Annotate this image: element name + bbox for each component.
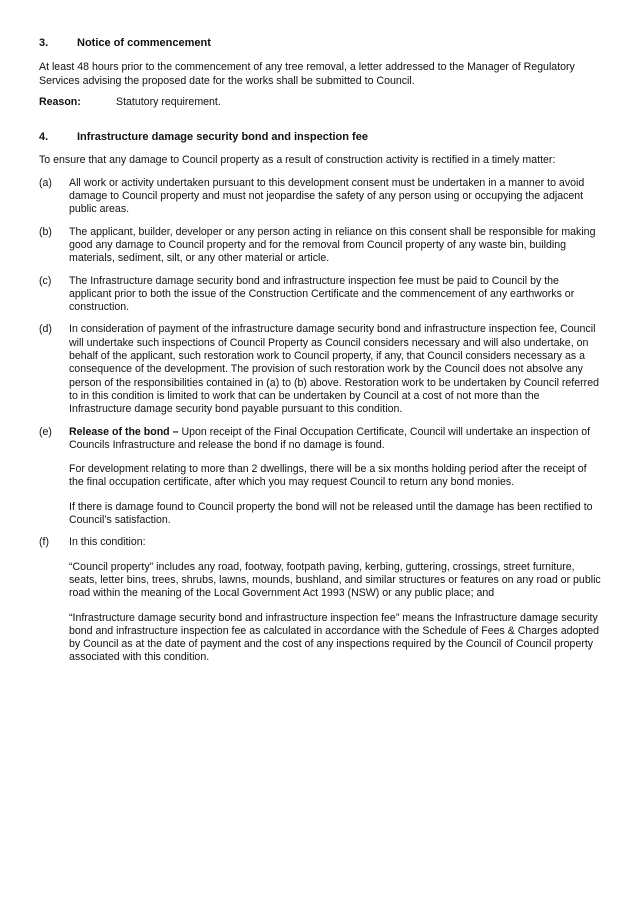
definition-council-property: “Council property” includes any road, footway, footpath paving, kerbing, guttering, crossings, street furniture, seats, letter bins, trees, shrubs, lawns, mounds, bushland, and similar structures or features on any road or public road within the meaning of the Local Government Act 1993 (NSW) or any public place; and xyxy=(69,560,601,600)
list-item-text: The Infrastructure damage security bond and infrastructure inspection fee must be paid to Council by the applicant prior to both the issue of the Construction Certificate and the commencement of any earthworks or construction. xyxy=(69,274,575,314)
release-bond-lead: Release of the bond – xyxy=(69,425,179,438)
reason-label: Reason: xyxy=(39,95,81,108)
section-3-text: At least 48 hours prior to the commencement of any tree removal, a letter addressed to the Manager of Regulatory Services advising the proposed date for the works shall be submitted to Council. xyxy=(39,61,575,87)
section-3-reason xyxy=(39,96,601,109)
section-3-title: Notice of commencement xyxy=(77,37,211,49)
list-item-text: In this condition: xyxy=(69,536,146,549)
section-4-title: Infrastructure damage security bond and inspection fee xyxy=(77,131,368,144)
section-4-heading xyxy=(39,131,601,144)
reason-text: Statutory requirement. xyxy=(116,95,221,108)
list-item-c xyxy=(39,275,601,315)
list-item-d xyxy=(39,323,601,416)
list-item-a xyxy=(39,177,601,217)
section-3-heading xyxy=(39,37,601,50)
list-marker: (a) xyxy=(39,176,52,189)
document-page xyxy=(39,37,601,665)
list-item-text: The applicant, builder, developer or any person acting in reliance on this consent shall be responsible for making good any damage to Council property and for the removal from Council property of any waste bin, building materials, sediment, silt, or any other material or article. xyxy=(69,225,596,265)
list-marker: (d) xyxy=(39,323,52,336)
definition-security-bond: “Infrastructure damage security bond and infrastructure inspection fee” means the Infrastructure damage security bond and infrastructure inspection fee as calculated in accordance with the Schedule of Fees & Charges adopted by Council as at the date of payment and the cost of any inspections required by the Council of Council property associated with this condition. xyxy=(69,611,600,664)
list-item-paragraph: For development relating to more than 2 dwellings, there will be a six months holding period after the receipt of the final occupation certificate, after which you may request Council to return any bond monies. xyxy=(69,463,587,489)
section-3-number: 3. xyxy=(39,37,49,49)
list-item-b xyxy=(39,226,601,266)
list-item-e xyxy=(39,426,601,528)
list-item-text: In consideration of payment of the infrastructure damage security bond and infrastructure inspection fee, Council will undertake such inspections of Council Property as Council considers necessary and will also undertake, on behalf of the applicant, such restoration work to Council property, if any, that Council considers necessary as a consequence of the development. The provision of such restoration work by the Council does not absolve any person of the responsibilities contained in (a) to (b) above. Restoration work to be undertaken by Council referred to in this condition is limited to work that can be undertaken by Council at a cost of not more than the Infrastructure damage security bond payable pursuant to this condition. xyxy=(69,323,599,416)
section-4-number: 4. xyxy=(39,131,49,144)
section-4-intro: To ensure that any damage to Council property as a result of construction activity is rectified in a timely matter: xyxy=(39,154,556,167)
list-item-text: All work or activity undertaken pursuant to this development consent must be undertaken in a manner to avoid damage to Council property and must not jeopardise the safety of any person using or occupying the adjacent public areas. xyxy=(69,176,585,216)
list-item-f xyxy=(39,536,601,664)
list-item-text xyxy=(69,426,601,453)
list-marker: (c) xyxy=(39,274,52,287)
release-bond-text: Upon receipt of the Final Occupation Certificate, Council will undertake an inspection of Councils Infrastructure and release the bond if no damage is found. xyxy=(69,425,591,451)
list-marker: (e) xyxy=(39,425,52,438)
list-marker: (b) xyxy=(39,225,52,238)
list-marker: (f) xyxy=(39,536,49,549)
list-item-paragraph: If there is damage found to Council property the bond will not be released until the damage has been rectified to Council’s satisfaction. xyxy=(69,500,593,527)
